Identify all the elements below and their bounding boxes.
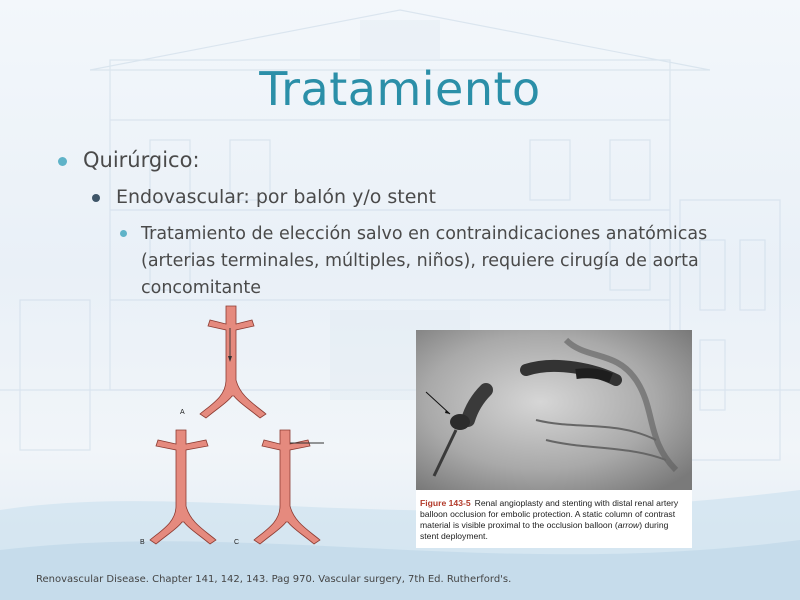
bullet-level-3 [120, 221, 720, 302]
bullet-level-2 [92, 186, 436, 208]
diagram-label-a: A [180, 409, 185, 416]
caption-text-2: ) during stent deployment. [420, 520, 669, 541]
diagram-label-c: C [234, 539, 240, 546]
angiography-figure [416, 330, 692, 548]
slide-title: Tratamiento [259, 62, 541, 116]
bullet-dot-icon [58, 157, 67, 166]
caption-text-1: Renal angioplasty and stenting with distal renal artery balloon occlusion for embolic protection. A static column of contrast material is visible proximal to the occlusion balloon ( [420, 498, 679, 530]
bullet-level-1 [58, 148, 200, 172]
angiography-image [416, 330, 692, 490]
bullet-text: Tratamiento de elección salvo en contraindicaciones anatómicas (arterias terminales, múltiples, niños), requiere cirugía de aorta concomitante [141, 224, 708, 298]
caption-text-italic: arrow [617, 520, 640, 530]
figure-number: Figure 143-5 [420, 498, 471, 508]
aorta-diagram-a [200, 306, 266, 418]
artery-stent-diagram [140, 300, 340, 550]
bullet-dot-icon [120, 230, 127, 237]
bullet-dot-icon [92, 194, 100, 202]
footer-reference: Renovascular Disease. Chapter 141, 142, 143. Pag 970. Vascular surgery, 7th Ed. Rutherford's. [36, 574, 512, 585]
aorta-diagram-c [254, 430, 324, 544]
aorta-diagram-b [150, 430, 216, 544]
bullet-text: Quirúrgico: [83, 148, 200, 172]
bullet-text: Endovascular: por balón y/o stent [116, 186, 436, 208]
figure-caption [420, 498, 688, 542]
diagram-label-b: B [140, 539, 145, 546]
